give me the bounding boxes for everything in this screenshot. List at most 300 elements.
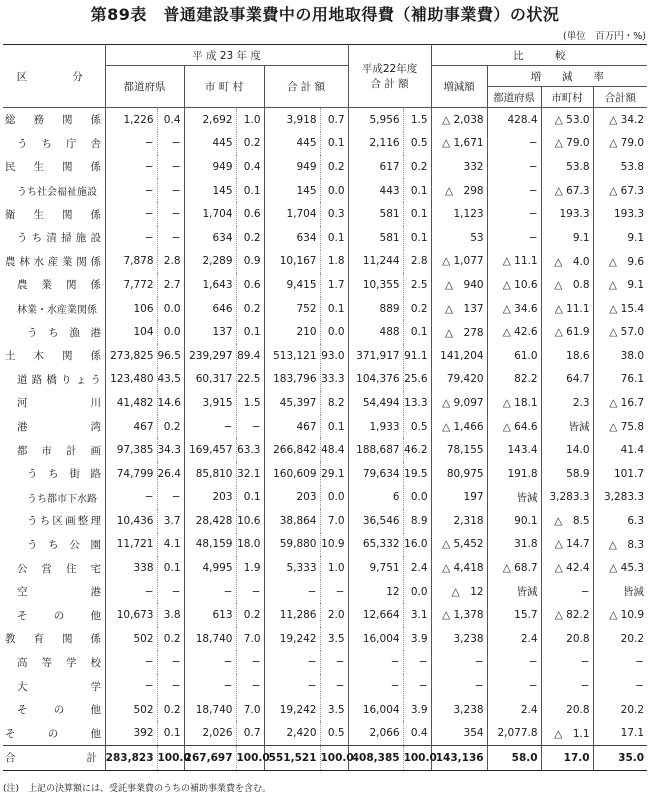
row-label: 農 林 水 産 業 関 係 <box>5 255 101 268</box>
table-cell: 93.0 <box>320 344 348 368</box>
table-cell: △ 12 <box>431 580 487 604</box>
table-row <box>3 155 647 179</box>
table-cell: △ 11.1 <box>487 250 541 274</box>
header-rate-pref: 都道府県 <box>487 87 541 108</box>
table-cell: 1.5 <box>236 391 264 415</box>
table-cell: 91.1 <box>403 344 431 368</box>
table-cell: 0.0 <box>320 486 348 510</box>
table-cell: 4,995 <box>184 556 236 580</box>
table-cell: − <box>541 580 593 604</box>
table-cell: 197 <box>431 486 487 510</box>
table-cell: 14.0 <box>541 438 593 462</box>
table-cell: 2,026 <box>184 721 236 745</box>
table-cell: 551,521 <box>264 746 320 771</box>
table-cell: 338 <box>105 556 157 580</box>
table-cell: 59,880 <box>264 533 320 557</box>
table-cell: − <box>487 179 541 203</box>
table-cell: 203 <box>264 486 320 510</box>
table-cell: 104 <box>105 320 157 344</box>
table-cell: 2,692 <box>184 108 236 132</box>
table-cell: 1,933 <box>348 415 403 439</box>
table-cell: 90.1 <box>487 509 541 533</box>
table-cell: − <box>541 674 593 698</box>
row-label: 農 業 関 係 <box>17 279 101 292</box>
table-cell: 85,810 <box>184 462 236 486</box>
row-label: 大 学 <box>17 680 101 693</box>
table-cell: △ 10.6 <box>487 273 541 297</box>
table-cell: 513,121 <box>264 344 320 368</box>
table-cell: 6.3 <box>593 509 647 533</box>
table-cell: △ 940 <box>431 273 487 297</box>
table-cell: − <box>320 651 348 675</box>
table-cell: 1.7 <box>320 273 348 297</box>
table-cell: 0.2 <box>403 297 431 321</box>
table-cell: 65,332 <box>348 533 403 557</box>
table-cell: 14.6 <box>157 391 184 415</box>
row-label: 総 務 関 係 <box>5 114 101 127</box>
header-zougen: 増減額 <box>431 66 487 108</box>
table-cell: 1,704 <box>184 202 236 226</box>
table-cell: 0.1 <box>403 179 431 203</box>
table-cell: 371,917 <box>348 344 403 368</box>
table-cell: − <box>403 674 431 698</box>
table-cell: − <box>403 651 431 675</box>
table-cell: − <box>157 226 184 250</box>
table-cell: 12,664 <box>348 603 403 627</box>
table-cell: 502 <box>105 627 157 651</box>
table-row <box>3 509 647 533</box>
table-row <box>3 132 647 156</box>
table-cell: − <box>105 651 157 675</box>
table-cell: △ 9.1 <box>593 273 647 297</box>
table-cell: − <box>157 202 184 226</box>
table-cell: 0.0 <box>320 320 348 344</box>
header-h23: 平 成 23 年 度 <box>105 45 348 66</box>
table-cell: △ 67.3 <box>541 179 593 203</box>
table-cell: △ 57.0 <box>593 320 647 344</box>
row-label: そ の 他 <box>17 609 101 622</box>
table-cell: 10.6 <box>236 509 264 533</box>
table-cell: − <box>487 226 541 250</box>
row-label: う ち 街 路 <box>27 468 101 481</box>
table-cell: 160,609 <box>264 462 320 486</box>
table-cell: 5,333 <box>264 556 320 580</box>
table-cell: − <box>184 674 236 698</box>
table-cell: 41.4 <box>593 438 647 462</box>
table-cell: 273,825 <box>105 344 157 368</box>
table-cell: − <box>157 674 184 698</box>
table-cell: 3,283.3 <box>541 486 593 510</box>
table-cell: 0.7 <box>236 721 264 745</box>
table-cell: △ 1,077 <box>431 250 487 274</box>
table-cell: △ 1,466 <box>431 415 487 439</box>
table-cell: − <box>487 155 541 179</box>
row-label: う ち 区 画 整 理 <box>27 515 101 528</box>
table-cell: 34.3 <box>157 438 184 462</box>
table-cell: 332 <box>431 155 487 179</box>
table-cell: 78,155 <box>431 438 487 462</box>
table-cell: 7,878 <box>105 250 157 274</box>
header-muni: 市 町 村 <box>184 66 264 108</box>
row-label: 民 生 関 係 <box>5 161 101 174</box>
table-cell: − <box>593 674 647 698</box>
table-cell: 1.0 <box>236 108 264 132</box>
table-cell: 28,428 <box>184 509 236 533</box>
header-rate-total: 合計額 <box>593 87 647 108</box>
row-label: 空 港 <box>17 586 101 599</box>
table-row <box>3 202 647 226</box>
table-cell: △ 34.6 <box>487 297 541 321</box>
table-row <box>3 368 647 392</box>
table-cell: 0.1 <box>236 320 264 344</box>
table-cell: − <box>487 132 541 156</box>
table-cell: 0.7 <box>320 108 348 132</box>
table-cell: 63.3 <box>236 438 264 462</box>
table-cell: 0.1 <box>236 179 264 203</box>
table-cell: 7,772 <box>105 273 157 297</box>
table-cell: △ 75.8 <box>593 415 647 439</box>
table-cell: △ 34.2 <box>593 108 647 132</box>
table-cell: 2,420 <box>264 721 320 745</box>
table-cell: 2.4 <box>487 698 541 722</box>
table-cell: 76.1 <box>593 368 647 392</box>
table-cell: 5,956 <box>348 108 403 132</box>
table-cell: 41,482 <box>105 391 157 415</box>
table-cell: 19,242 <box>264 698 320 722</box>
table-cell: 58.0 <box>487 746 541 771</box>
row-label: う ち 公 園 <box>27 538 101 551</box>
table-cell: 19.5 <box>403 462 431 486</box>
table-row <box>3 415 647 439</box>
header-pref: 都道府県 <box>105 66 184 108</box>
table-cell: 10.9 <box>320 533 348 557</box>
table-cell: 0.2 <box>320 155 348 179</box>
table-cell: 3,915 <box>184 391 236 415</box>
table-cell: △ 4,418 <box>431 556 487 580</box>
table-cell: △ 1,671 <box>431 132 487 156</box>
table-cell: − <box>348 651 403 675</box>
table-cell: 7.0 <box>320 509 348 533</box>
table-cell: 17.1 <box>593 721 647 745</box>
table-cell: 6 <box>348 486 403 510</box>
table-cell: − <box>105 580 157 604</box>
table-cell: − <box>487 651 541 675</box>
table-row <box>3 179 647 203</box>
table-cell: 0.2 <box>236 226 264 250</box>
table-cell: 0.2 <box>236 603 264 627</box>
table-cell: − <box>236 651 264 675</box>
table-cell: 188,687 <box>348 438 403 462</box>
table-cell: 0.1 <box>157 721 184 745</box>
table-row <box>3 344 647 368</box>
table-row <box>3 698 647 722</box>
table-cell: − <box>541 651 593 675</box>
table-cell: 79,634 <box>348 462 403 486</box>
row-label: うち都市下水路 <box>27 493 97 505</box>
row-label: そ の 他 <box>17 704 101 717</box>
table-cell: 467 <box>264 415 320 439</box>
table-cell: − <box>431 651 487 675</box>
table-cell: 16,004 <box>348 698 403 722</box>
table-cell: 2,066 <box>348 721 403 745</box>
table-cell: 18,740 <box>184 627 236 651</box>
table-cell: − <box>320 580 348 604</box>
table-cell: − <box>105 202 157 226</box>
table-cell: 皆減 <box>541 415 593 439</box>
header-h22: 平成22年度 合 計 額 <box>348 45 431 108</box>
table-cell: − <box>264 651 320 675</box>
table-cell: 266,842 <box>264 438 320 462</box>
table-cell: 467 <box>105 415 157 439</box>
table-cell: 0.2 <box>157 698 184 722</box>
row-label: う ち 漁 港 <box>27 326 101 339</box>
table-row <box>3 603 647 627</box>
table-cell: △ 137 <box>431 297 487 321</box>
table-cell: − <box>236 415 264 439</box>
table-cell: 267,697 <box>184 746 236 771</box>
table-row <box>3 297 647 321</box>
table-cell: △ 16.7 <box>593 391 647 415</box>
table-cell: 53 <box>431 226 487 250</box>
table-cell: △ 1.1 <box>541 721 593 745</box>
table-cell: △ 4.0 <box>541 250 593 274</box>
table-cell: 210 <box>264 320 320 344</box>
table-cell: 3,238 <box>431 627 487 651</box>
row-label: そ の 他 <box>5 727 101 740</box>
table-cell: △ 68.7 <box>487 556 541 580</box>
table-cell: △ 278 <box>431 320 487 344</box>
table-cell: 1,123 <box>431 202 487 226</box>
table-cell: △ 79.0 <box>541 132 593 156</box>
table-cell: 20.8 <box>541 698 593 722</box>
table-cell: − <box>157 132 184 156</box>
row-label: 港 湾 <box>17 421 101 434</box>
table-cell: 38,864 <box>264 509 320 533</box>
table-cell: △ 42.6 <box>487 320 541 344</box>
table-cell: 445 <box>184 132 236 156</box>
table-cell: 949 <box>184 155 236 179</box>
table-cell: 7.0 <box>236 627 264 651</box>
table-cell: 239,297 <box>184 344 236 368</box>
table-row <box>3 108 647 132</box>
table-cell: 35.0 <box>593 746 647 771</box>
table-cell: 26.4 <box>157 462 184 486</box>
table-cell: 145 <box>184 179 236 203</box>
table-cell: − <box>348 674 403 698</box>
table-cell: 18.6 <box>541 344 593 368</box>
table-cell: △ 0.8 <box>541 273 593 297</box>
table-cell: 61.0 <box>487 344 541 368</box>
table-cell: − <box>105 155 157 179</box>
table-cell: 443 <box>348 179 403 203</box>
table-cell: − <box>184 651 236 675</box>
table-cell: 9.1 <box>593 226 647 250</box>
table-cell: − <box>184 580 236 604</box>
table-row <box>3 674 647 698</box>
table-cell: 20.8 <box>541 627 593 651</box>
table-cell: 58.9 <box>541 462 593 486</box>
table-cell: △ 79.0 <box>593 132 647 156</box>
row-label: うち社会福祉施設 <box>17 187 97 199</box>
table-cell: 408,385 <box>348 746 403 771</box>
table-cell: 0.0 <box>157 297 184 321</box>
table-cell: 11,286 <box>264 603 320 627</box>
table-cell: 8.9 <box>403 509 431 533</box>
table-cell: △ 42.4 <box>541 556 593 580</box>
table-cell: 29.1 <box>320 462 348 486</box>
table-cell: 203 <box>184 486 236 510</box>
table-row <box>3 250 647 274</box>
table-cell: 25.6 <box>403 368 431 392</box>
table-cell: 3,918 <box>264 108 320 132</box>
table-cell: 10,167 <box>264 250 320 274</box>
table-row <box>3 721 647 745</box>
table-cell: 2.4 <box>487 627 541 651</box>
table-cell: 15.7 <box>487 603 541 627</box>
table-row <box>3 627 647 651</box>
table-cell: 18,740 <box>184 698 236 722</box>
table-cell: 皆減 <box>487 486 541 510</box>
header-kubun: 区 分 <box>3 45 105 108</box>
table-cell: 8.2 <box>320 391 348 415</box>
table-cell: 80,975 <box>431 462 487 486</box>
table-cell: 45,397 <box>264 391 320 415</box>
table-cell: 20.2 <box>593 627 647 651</box>
table-cell: 1.8 <box>320 250 348 274</box>
table-cell: 9,751 <box>348 556 403 580</box>
table-cell: △ 10.9 <box>593 603 647 627</box>
table-cell: △ 14.7 <box>541 533 593 557</box>
table-cell: 0.5 <box>403 132 431 156</box>
table-cell: 193.3 <box>593 202 647 226</box>
data-table <box>3 44 647 771</box>
table-cell: 752 <box>264 297 320 321</box>
table-cell: 9.1 <box>541 226 593 250</box>
header-zougenritsu: 増 減 率 <box>487 66 647 87</box>
row-label: 公 営 住 宅 <box>17 562 101 575</box>
table-cell: △ 1,378 <box>431 603 487 627</box>
table-cell: 3.5 <box>320 698 348 722</box>
table-cell: △ 2,038 <box>431 108 487 132</box>
table-cell: 193.3 <box>541 202 593 226</box>
table-cell: 48,159 <box>184 533 236 557</box>
table-cell: 17.0 <box>541 746 593 771</box>
table-cell: 0.6 <box>236 273 264 297</box>
table-cell: 143.4 <box>487 438 541 462</box>
table-cell: − <box>157 179 184 203</box>
table-cell: 3,283.3 <box>593 486 647 510</box>
table-cell: 0.4 <box>403 721 431 745</box>
row-label: 都 市 計 画 <box>17 444 101 457</box>
table-cell: 46.2 <box>403 438 431 462</box>
table-cell: 581 <box>348 202 403 226</box>
table-cell: 64.7 <box>541 368 593 392</box>
table-cell: 101.7 <box>593 462 647 486</box>
table-cell: 16.0 <box>403 533 431 557</box>
table-cell: 2,116 <box>348 132 403 156</box>
row-label: 河 川 <box>17 397 101 410</box>
table-cell: 0.0 <box>320 179 348 203</box>
row-label: う ち 庁 舎 <box>17 137 101 150</box>
table-cell: 2.8 <box>157 250 184 274</box>
table-cell: 0.3 <box>320 202 348 226</box>
table-row <box>3 438 647 462</box>
table-cell: 100.0 <box>403 746 431 771</box>
table-cell: 0.5 <box>403 415 431 439</box>
table-cell: − <box>320 674 348 698</box>
table-cell: − <box>105 132 157 156</box>
table-cell: 392 <box>105 721 157 745</box>
table-cell: 0.0 <box>403 486 431 510</box>
table-row <box>3 391 647 415</box>
table-row <box>3 273 647 297</box>
table-cell: − <box>184 415 236 439</box>
table-cell: 488 <box>348 320 403 344</box>
unit-label: (単位 百万円・%) <box>563 31 646 42</box>
table-cell: 1,643 <box>184 273 236 297</box>
table-cell: 32.1 <box>236 462 264 486</box>
table-cell: 2.5 <box>403 273 431 297</box>
table-cell: 97,385 <box>105 438 157 462</box>
table-cell: 19,242 <box>264 627 320 651</box>
table-cell: − <box>487 674 541 698</box>
table-cell: 3.9 <box>403 698 431 722</box>
table-cell: − <box>236 580 264 604</box>
table-cell: 2.4 <box>403 556 431 580</box>
table-cell: 96.5 <box>157 344 184 368</box>
table-cell: 634 <box>264 226 320 250</box>
table-cell: 0.5 <box>320 721 348 745</box>
table-cell: − <box>105 674 157 698</box>
table-cell: 183,796 <box>264 368 320 392</box>
table-cell: 283,823 <box>105 746 157 771</box>
table-cell: 60,317 <box>184 368 236 392</box>
table-cell: 0.4 <box>157 108 184 132</box>
table-cell: 169,457 <box>184 438 236 462</box>
table-cell: 0.1 <box>403 226 431 250</box>
table-cell: △ 67.3 <box>593 179 647 203</box>
table-cell: 2.3 <box>541 391 593 415</box>
table-cell: 3.8 <box>157 603 184 627</box>
table-cell: 9,415 <box>264 273 320 297</box>
table-cell: 0.1 <box>236 486 264 510</box>
table-cell: △ 11.1 <box>541 297 593 321</box>
table-cell: 1.9 <box>236 556 264 580</box>
table-cell: 143,136 <box>431 746 487 771</box>
table-title: 第89表 普通建設事業費中の用地取得費（補助事業費）の状況 <box>90 5 560 24</box>
table-cell: 3.1 <box>403 603 431 627</box>
table-cell: 0.1 <box>403 202 431 226</box>
table-cell: 10,673 <box>105 603 157 627</box>
table-cell: 0.2 <box>157 415 184 439</box>
table-cell: 13.3 <box>403 391 431 415</box>
table-cell: 0.1 <box>320 415 348 439</box>
table-cell: 106 <box>105 297 157 321</box>
table-cell: − <box>157 155 184 179</box>
table-cell: 89.4 <box>236 344 264 368</box>
table-cell: 3,238 <box>431 698 487 722</box>
table-cell: − <box>236 674 264 698</box>
row-label: 衛 生 関 係 <box>5 208 101 221</box>
table-row <box>3 486 647 510</box>
table-cell: 2,077.8 <box>487 721 541 745</box>
table-cell: 2,318 <box>431 509 487 533</box>
table-row <box>3 746 647 771</box>
table-cell: 82.2 <box>487 368 541 392</box>
table-cell: 104,376 <box>348 368 403 392</box>
table-row <box>3 320 647 344</box>
table-cell: 100.0 <box>320 746 348 771</box>
